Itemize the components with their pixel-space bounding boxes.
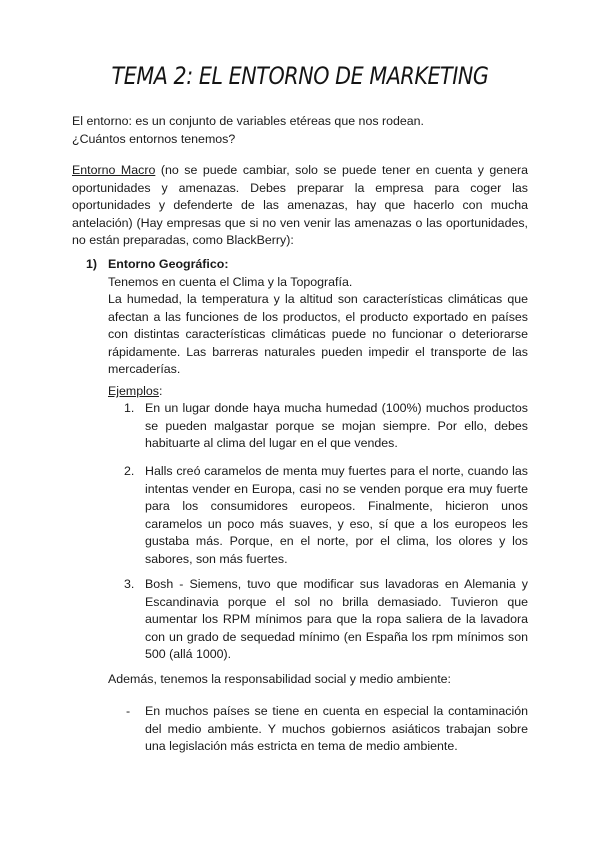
- responsibility-intro: Además, tenemos la responsabilidad social y medio ambiente:: [108, 672, 451, 686]
- macro-text: (no se puede cambiar, solo se puede tener en cuenta y genera oportunidades y amenazas. Debes preparar la empresa para coger las oportunidades y defenderte de las amenazas, hay que hacerlo con mucha antelación) (Hay empresas que si no ven venir las amenazas o las oportunidades, no están preparadas, como BlackBerry):: [72, 163, 529, 248]
- intro-line-1: El entorno: es un conjunto de variables etéreas que nos rodean.: [72, 114, 424, 128]
- example-number: 1.: [124, 401, 135, 415]
- examples-label-text: Ejemplos: [108, 384, 159, 398]
- section-paragraph: La humedad, la temperatura y la altitud son características climáticas que afectan a las funciones de los productos, el producto exportado en países con distintas características climáticas puede no funcionar o deteriorarse rápidamente. Las barreras naturales pueden impedir el transporte de las mercaderías.: [108, 292, 528, 377]
- section-heading: [86, 256, 526, 274]
- example-number: 3.: [124, 577, 135, 591]
- example-item: Bosh - Siemens, tuvo que modificar sus lavadoras en Alemania y Escandinavia porque el sol no brilla demasiado. Tuvieron que aumentar los RPM mínimos para que la ropa saliera de la lavadora con un grado de sequedad mínimo (en España los rpm mínimos son 500 (allá 1000).: [145, 577, 528, 662]
- section-subtitle: Tenemos en cuenta el Clima y la Topografía.: [108, 275, 353, 289]
- example-number: 2.: [124, 464, 135, 478]
- example-item: En un lugar donde haya mucha humedad (100%) muchos productos se pueden malgastar porque se mojan siempre. Por ello, debes habituarte al clima del lugar en el que vendes.: [145, 401, 528, 451]
- section-number: 1): [86, 257, 98, 271]
- intro-line-2: ¿Cuántos entornos tenemos?: [72, 131, 236, 146]
- bullet-mark: -: [126, 704, 131, 718]
- bullet-item: En muchos países se tiene en cuenta en especial la contaminación del medio ambiente. Y muchos gobiernos asiáticos trabajan sobre una legislación más estricta en tema de medio ambiente.: [145, 704, 528, 754]
- intro-block: [72, 113, 532, 148]
- page-title: TEMA 2: EL ENTORNO DE MARKETING: [111, 62, 489, 90]
- example-item: Halls creó caramelos de menta muy fuertes para el norte, cuando las intentas vender en Europa, casi no se venden porque era muy fuerte para los consumidores europeos. Finalmente, hicieron unos caramelos un poco más suaves, y eso, sí que a los europeos les gustaba más. Porque, en el norte, por el clima, los olores y los sabores, son más fuertes.: [145, 464, 528, 566]
- macro-label: Entorno Macro: [72, 163, 156, 177]
- examples-colon: :: [158, 384, 163, 398]
- examples-label: [108, 383, 308, 401]
- macro-paragraph: [72, 162, 528, 250]
- section-title: Entorno Geográfico:: [108, 257, 229, 271]
